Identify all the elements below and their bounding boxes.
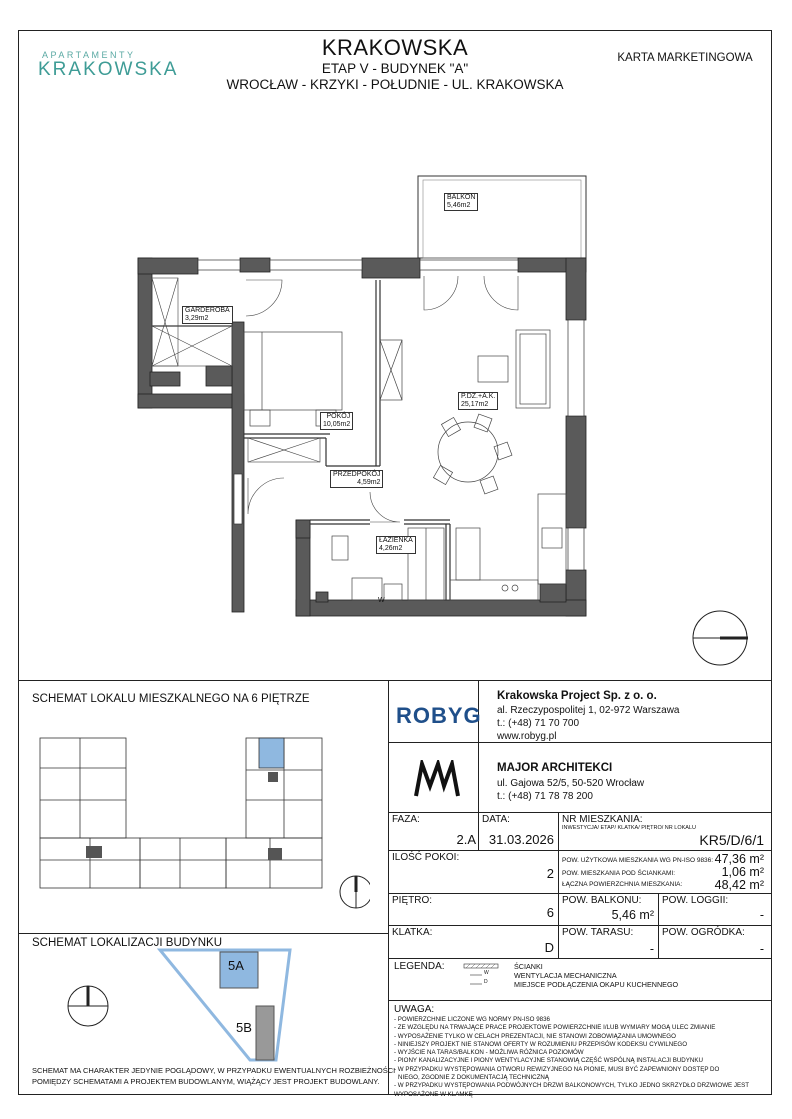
balcony-outline	[418, 176, 586, 258]
note-line: - WYPOSAŻENIE TYLKO W CELACH PREZENTACJI, NIE STANOWI ZOBOWIĄZANIA UMOWNEGO	[394, 1032, 676, 1040]
disclaimer-2: POMIĘDZY SCHEMATAMI A PROJEKTEM BUDOWLANYM, WIĄŻĄCY JEST PROJEKT BUDOWLANY.	[32, 1077, 380, 1086]
pow-laczna-value: 48,42 m²	[714, 878, 764, 892]
pow-pod-value: 1,06 m²	[721, 865, 764, 879]
legend-title: LEGENDA:	[394, 961, 445, 972]
pokoje-label: ILOŚĆ POKOI:	[392, 852, 460, 863]
architect-phone: t.: (+48) 71 78 78 200	[497, 791, 593, 802]
room-name: P.DZ.+A.K.	[461, 393, 496, 400]
room-name: BALKON	[447, 194, 476, 201]
note-line: - W PRZYPADKU WYSTĘPOWANIA OTWORU REWIZYJNEGO NA PIONIE, MUSI BYĆ ZAPEWNIONY DOSTĘP DO	[394, 1065, 720, 1073]
divider	[478, 680, 479, 812]
subtitle-stage: ETAP V - BUDYNEK "A"	[321, 61, 469, 76]
notes-title: UWAGA:	[394, 1004, 435, 1015]
divider	[478, 812, 479, 850]
floor-schema	[30, 730, 370, 920]
architect-name: MAJOR ARCHITEKCI	[497, 762, 613, 774]
pietro-value: 6	[546, 905, 554, 920]
logo-top: APARTAMENTY	[42, 50, 136, 60]
legend-symbols	[462, 962, 502, 992]
room-area: 4,26m2	[379, 545, 403, 552]
nr-value: KR5/D/6/1	[699, 832, 764, 848]
room-area: 10,05m2	[323, 421, 351, 428]
label-lazienka	[376, 536, 416, 554]
windows	[198, 260, 584, 570]
taras-label: POW. TARASU:	[562, 927, 634, 938]
compass-location	[68, 986, 108, 1026]
developer-web[interactable]: www.robyg.pl	[497, 731, 557, 742]
developer-phone: t.: (+48) 71 70 700	[497, 718, 580, 729]
taras-value: -	[649, 942, 654, 956]
note-line: - POWIERZCHNIE LICZONE WG NORMY PN-ISO 9836	[394, 1016, 550, 1023]
divider	[18, 933, 388, 934]
divider	[388, 958, 772, 959]
faza-value: 2.A	[456, 832, 476, 847]
legend-item-hood: MIEJSCE PODŁĄCZENIA OKAPU KUCHENNEGO	[514, 980, 679, 989]
architect-address: ul. Gajowa 52/5, 50-520 Wrocław	[497, 778, 645, 789]
nr-label: NR MIESZKANIA:	[562, 814, 643, 825]
building-5b: 5B	[236, 1020, 252, 1035]
divider	[558, 812, 559, 958]
note-line: NIEGO, ZGODNIE Z DOKUMENTACJĄ TECHNICZNĄ	[398, 1074, 550, 1082]
developer-address: al. Rzeczypospolitej 1, 02-972 Warszawa	[497, 705, 680, 716]
legend-item-walls: ŚCIANKI	[514, 962, 543, 971]
legend-item-ventilation: WENTYLACJA MECHANICZNA	[514, 971, 617, 980]
page-title: KRAKOWSKA	[321, 35, 469, 60]
highlighted-unit	[259, 738, 284, 768]
room-name: PRZEDPOKÓJ	[333, 471, 381, 478]
compass-schema	[340, 876, 370, 908]
pow-uzytkowa-value: 47,36 m²	[714, 852, 764, 866]
divider	[388, 812, 772, 813]
building-5a: 5A	[228, 958, 244, 973]
legend-d-symbol: D	[484, 979, 488, 985]
card-type: KARTA MARKETINGOWA	[617, 52, 753, 64]
label-pdz	[458, 392, 498, 410]
major-logo	[414, 760, 462, 798]
ogrodek-value: -	[759, 942, 764, 956]
loggia-label: POW. LOGGII:	[662, 895, 729, 906]
floor-schema-title: SCHEMAT LOKALU MIESZKALNEGO NA 6 PIĘTRZE	[32, 693, 310, 705]
note-line: - ZE WZGLĘDU NA TRWAJĄCE PRACE PROJEKTOWE POWIERZCHNIE I/LUB WYMIARY MOGĄ ULEC ZMIANIE	[394, 1024, 716, 1032]
data-label: DATA:	[482, 814, 510, 825]
notes-list	[394, 1016, 766, 1099]
divider	[388, 742, 772, 743]
ogrodek-label: POW. OGRÓDKA:	[662, 927, 745, 938]
logo-main: KRAKOWSKA	[38, 59, 179, 80]
divider	[388, 850, 772, 851]
room-area: 5,46m2	[447, 202, 471, 209]
pow-laczna-label: ŁĄCZNA POWIERZCHNIA MIESZKANIA:	[562, 881, 683, 888]
subtitle-location: WROCŁAW - KRZYKI - POŁUDNIE - UL. KRAKOWSKA	[226, 77, 564, 92]
nr-sub: INWESTYCJA/ ETAP/ KLATKA/ PIĘTRO/ NR LOKALU	[562, 825, 696, 831]
label-balkon	[444, 193, 478, 211]
pietro-label: PIĘTRO:	[392, 895, 433, 906]
room-area: 4,59m2	[357, 479, 381, 486]
divider	[388, 925, 772, 926]
label-garderoba	[182, 306, 233, 324]
room-name: POKÓJ	[326, 413, 351, 420]
note-line: - NINIEJSZY PROJEKT NIE STANOWI OFERTY W ROZUMIENIU PRZEPISÓW KODEKSU CYWILNEGO	[394, 1040, 688, 1048]
robyg-logo: ROBYG	[396, 703, 482, 728]
location-schema	[50, 948, 340, 1068]
note-line: WYPOSAŻONE W KLAMKĘ	[394, 1090, 473, 1098]
vent-w-mark: W	[378, 597, 385, 604]
divider	[388, 893, 772, 894]
developer-name: Krakowska Project Sp. z o. o.	[497, 690, 657, 702]
note-line: - PIONY KANALIZACYJNE I PIONY WENTYLACYJNE STANOWIĄ CZĘŚĆ WSPÓLNĄ INSTALACJI BUDYNKU	[394, 1057, 703, 1065]
note-line: - WYJŚCIE NA TARAS/BALKON - MOŻLIWA RÓŻNICA POZIOMÓW	[394, 1049, 584, 1057]
divider	[18, 680, 772, 681]
legend-w-symbol: W	[484, 970, 489, 976]
pow-pod-label: POW. MIESZKANIA POD ŚCIANKAMI:	[562, 870, 676, 877]
data-value: 31.03.2026	[488, 832, 554, 847]
divider	[388, 1000, 772, 1001]
label-przedpokoj	[330, 470, 383, 488]
faza-label: FAZA:	[392, 814, 420, 825]
klatka-label: KLATKA:	[392, 927, 433, 938]
pow-uzytkowa-label: POW. UŻYTKOWA MIESZKANIA WG PN-ISO 9836:	[562, 857, 714, 864]
divider	[658, 893, 659, 958]
room-name: ŁAZIENKA	[379, 537, 413, 544]
klatka-value: D	[544, 940, 554, 955]
room-name: GARDEROBA	[185, 307, 230, 314]
balkon-value: 5,46 m²	[611, 908, 654, 922]
compass-top	[693, 611, 748, 665]
room-area: 25,17m2	[461, 401, 489, 408]
room-area: 3,29m2	[185, 315, 209, 322]
loggia-value: -	[759, 908, 764, 922]
note-line: - W PRZYPADKU WYSTĘPOWANIA PODWÓJNYCH DRZWI BALKONOWYCH, TYLKO JEDNO SKRZYDŁO DRZWIOWE JEST	[394, 1082, 750, 1090]
balkon-label: POW. BALKONU:	[562, 895, 642, 906]
disclaimer-1: SCHEMAT MA CHARAKTER JEDYNIE POGLĄDOWY, W PRZYPADKU EWENTUALNYCH ROZBIEŻNOŚCI	[32, 1066, 396, 1075]
location-schema-title: SCHEMAT LOKALIZACJI BUDYNKU	[32, 937, 223, 949]
pokoje-value: 2	[546, 866, 554, 881]
label-pokoj	[320, 412, 353, 430]
